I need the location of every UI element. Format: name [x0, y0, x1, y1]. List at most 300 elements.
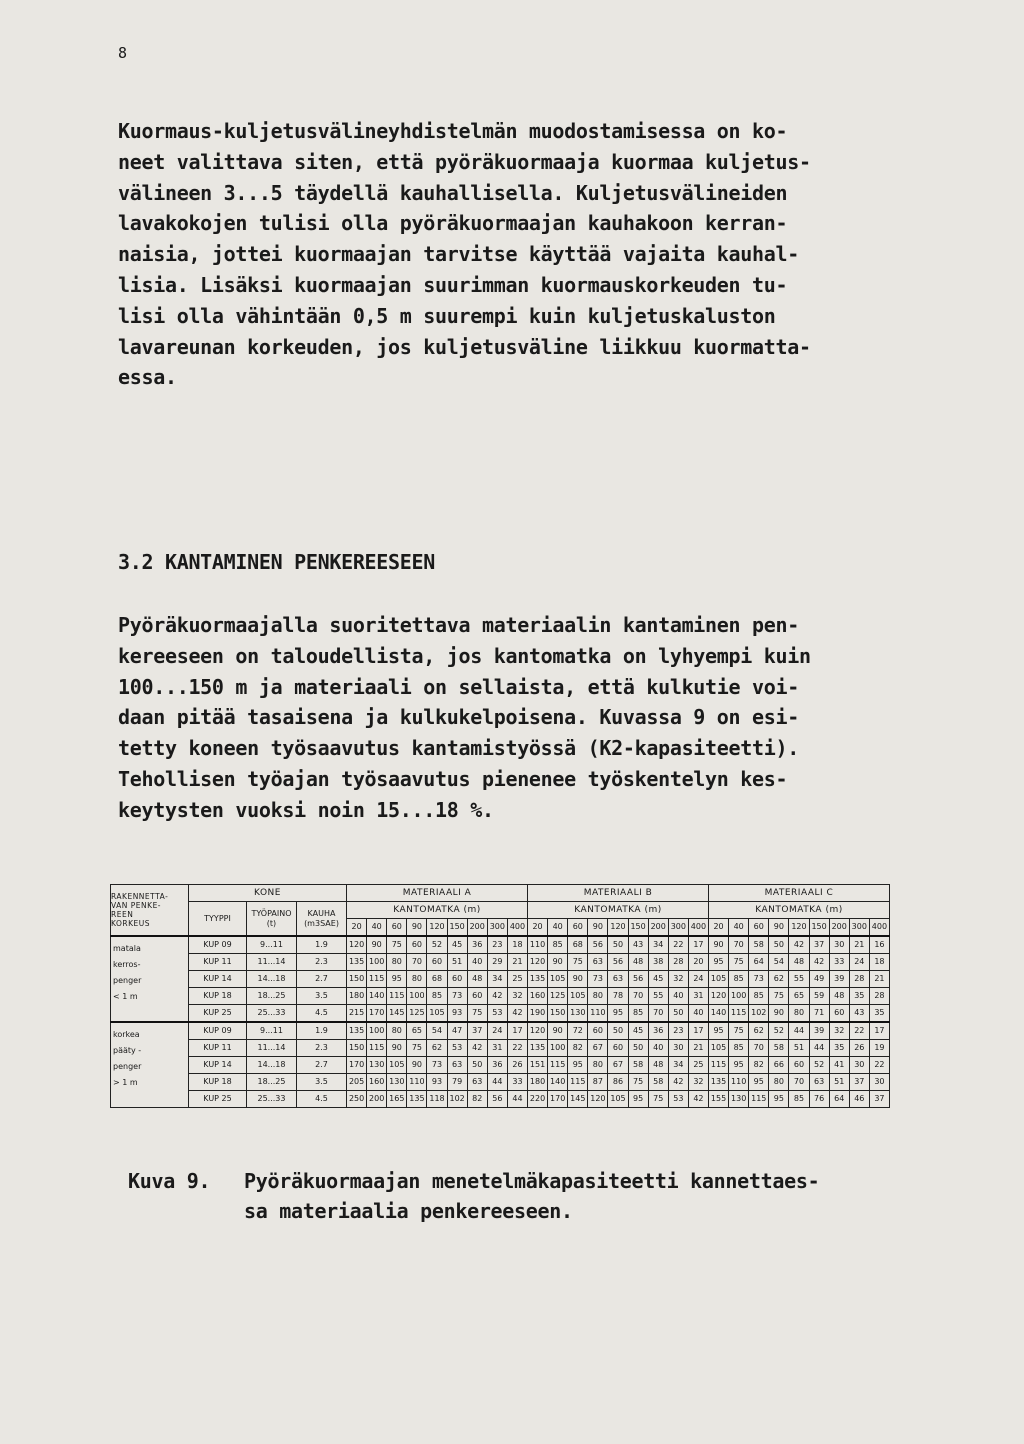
capacity-cell-c: 70: [749, 1040, 769, 1057]
distance-header-cell: 120: [427, 919, 447, 937]
capacity-cell-c: 63: [809, 1074, 829, 1091]
capacity-cell-c: 35: [849, 988, 869, 1005]
capacity-cell-a: 140: [367, 988, 387, 1005]
distance-header-cell: 60: [387, 919, 407, 937]
capacity-cell-c: 85: [729, 971, 749, 988]
capacity-cell-b: 85: [548, 936, 568, 954]
distance-header-cell: 90: [588, 919, 608, 937]
capacity-cell-b: 90: [548, 954, 568, 971]
text-line: Kuormaus-kuljetusvälineyhdistelmän muodostamisessa on ko-: [118, 119, 788, 143]
capacity-cell-b: 45: [628, 1022, 648, 1040]
machine-paino-cell: 11...14: [247, 1040, 297, 1057]
machine-tyyppi-cell: KUP 09: [189, 936, 247, 954]
capacity-cell-a: 145: [387, 1005, 407, 1023]
capacity-cell-a: 130: [387, 1074, 407, 1091]
capacity-cell-b: 110: [588, 1005, 608, 1023]
capacity-cell-c: 33: [829, 954, 849, 971]
page-number: 8: [118, 44, 128, 62]
capacity-cell-b: 150: [548, 1005, 568, 1023]
machine-paino-cell: 9...11: [247, 936, 297, 954]
capacity-cell-b: 45: [648, 971, 668, 988]
capacity-cell-b: 72: [568, 1022, 588, 1040]
capacity-cell-b: 95: [608, 1005, 628, 1023]
capacity-cell-c: 75: [729, 1022, 749, 1040]
capacity-cell-c: 80: [769, 1074, 789, 1091]
capacity-cell-b: 78: [608, 988, 628, 1005]
capacity-cell-a: 160: [367, 1074, 387, 1091]
capacity-cell-c: 82: [749, 1057, 769, 1074]
capacity-cell-b: 87: [588, 1074, 608, 1091]
capacity-cell-a: 118: [427, 1091, 447, 1108]
capacity-cell-c: 32: [829, 1022, 849, 1040]
capacity-cell-b: 75: [628, 1074, 648, 1091]
machine-tyyppi-cell: KUP 25: [189, 1005, 247, 1023]
capacity-cell-c: 58: [769, 1040, 789, 1057]
machine-kauha-cell: 2.3: [297, 1040, 347, 1057]
distance-header-cell: 400: [507, 919, 527, 937]
capacity-cell-c: 62: [769, 971, 789, 988]
capacity-cell-b: 23: [668, 1022, 688, 1040]
capacity-cell-c: 100: [729, 988, 749, 1005]
capacity-cell-b: 42: [688, 1091, 708, 1108]
capacity-cell-c: 48: [829, 988, 849, 1005]
capacity-cell-c: 21: [869, 971, 889, 988]
capacity-cell-c: 30: [829, 936, 849, 954]
machine-paino-cell: 25...33: [247, 1091, 297, 1108]
capacity-cell-a: 50: [467, 1057, 487, 1074]
capacity-cell-a: 73: [447, 988, 467, 1005]
capacity-cell-c: 46: [849, 1091, 869, 1108]
capacity-cell-a: 22: [507, 1040, 527, 1057]
capacity-cell-c: 51: [829, 1074, 849, 1091]
capacity-cell-a: 24: [487, 1022, 507, 1040]
capacity-cell-c: 70: [729, 936, 749, 954]
distance-header-cell: 200: [648, 919, 668, 937]
machine-kauha-cell: 2.7: [297, 1057, 347, 1074]
capacity-cell-c: 85: [789, 1091, 809, 1108]
capacity-cell-a: 44: [487, 1074, 507, 1091]
machine-kauha-cell: 4.5: [297, 1091, 347, 1108]
capacity-cell-b: 24: [688, 971, 708, 988]
distance-header-cell: 300: [849, 919, 869, 937]
capacity-cell-b: 125: [548, 988, 568, 1005]
machine-paino-cell: 25...33: [247, 1005, 297, 1023]
capacity-cell-b: 38: [648, 954, 668, 971]
capacity-cell-c: 22: [849, 1022, 869, 1040]
capacity-cell-b: 68: [568, 936, 588, 954]
capacity-cell-a: 75: [387, 936, 407, 954]
text-line: lisi olla vähintään 0,5 m suurempi kuin kuljetuskaluston: [118, 303, 776, 328]
machine-kauha-cell: 1.9: [297, 936, 347, 954]
capacity-cell-b: 67: [588, 1040, 608, 1057]
capacity-cell-b: 22: [668, 936, 688, 954]
header-distance-b: KANTOMATKA (m): [528, 902, 709, 919]
machine-kauha-cell: 2.3: [297, 954, 347, 971]
capacity-cell-c: 75: [729, 954, 749, 971]
capacity-cell-a: 82: [467, 1091, 487, 1108]
capacity-cell-c: 130: [729, 1091, 749, 1108]
group-label: korkea pääty - penger > 1 m: [111, 1022, 189, 1108]
header-material-c: MATERIAALI C: [709, 885, 890, 902]
capacity-cell-c: 30: [869, 1074, 889, 1091]
capacity-cell-c: 50: [769, 936, 789, 954]
capacity-cell-a: 54: [427, 1022, 447, 1040]
capacity-table-wrapper: [110, 884, 890, 1108]
distance-header-cell: 300: [487, 919, 507, 937]
capacity-cell-a: 75: [407, 1040, 427, 1057]
capacity-cell-a: 29: [487, 954, 507, 971]
capacity-cell-c: 51: [789, 1040, 809, 1057]
table-body: [111, 936, 890, 1108]
capacity-cell-b: 95: [568, 1057, 588, 1074]
machine-tyyppi-cell: KUP 18: [189, 1074, 247, 1091]
capacity-cell-c: 41: [829, 1057, 849, 1074]
capacity-cell-a: 36: [487, 1057, 507, 1074]
capacity-cell-b: 48: [648, 1057, 668, 1074]
machine-paino-cell: 9...11: [247, 1022, 297, 1040]
capacity-cell-b: 70: [628, 988, 648, 1005]
machine-kauha-cell: 2.7: [297, 971, 347, 988]
header-structure-height: RAKENNETTA- VAN PENKE- REEN KORKEUS: [111, 885, 189, 937]
machine-tyyppi-cell: KUP 25: [189, 1091, 247, 1108]
text-line: lavakokojen tulisi olla pyöräkuormaajan kauhakoon kerran-: [118, 211, 788, 236]
capacity-cell-a: 80: [387, 954, 407, 971]
machine-kauha-cell: 3.5: [297, 1074, 347, 1091]
capacity-cell-a: 31: [487, 1040, 507, 1057]
table-header-row-1: [111, 885, 890, 902]
capacity-cell-b: 25: [688, 1057, 708, 1074]
capacity-cell-b: 58: [648, 1074, 668, 1091]
capacity-cell-a: 52: [427, 936, 447, 954]
capacity-cell-b: 63: [588, 954, 608, 971]
text-line: daan pitää tasaisena ja kulkukelpoisena. Kuvassa 9 on esi-: [118, 705, 799, 730]
capacity-cell-a: 42: [487, 988, 507, 1005]
capacity-cell-a: 60: [447, 971, 467, 988]
text-line: lisia. Lisäksi kuormaajan suurimman kuormauskorkeuden tu-: [118, 272, 788, 297]
capacity-cell-c: 110: [729, 1074, 749, 1091]
capacity-cell-b: 17: [688, 936, 708, 954]
capacity-cell-c: 35: [869, 1005, 889, 1023]
capacity-cell-a: 100: [407, 988, 427, 1005]
distance-header-cell: 60: [568, 919, 588, 937]
capacity-cell-a: 215: [347, 1005, 367, 1023]
capacity-cell-b: 115: [568, 1074, 588, 1091]
capacity-cell-b: 42: [668, 1074, 688, 1091]
capacity-cell-b: 50: [608, 1022, 628, 1040]
distance-header-cell: 150: [628, 919, 648, 937]
capacity-cell-a: 80: [407, 971, 427, 988]
capacity-cell-b: 151: [528, 1057, 548, 1074]
capacity-cell-b: 90: [568, 971, 588, 988]
machine-tyyppi-cell: KUP 11: [189, 954, 247, 971]
capacity-cell-a: 75: [467, 1005, 487, 1023]
capacity-cell-c: 28: [869, 988, 889, 1005]
capacity-cell-a: 135: [347, 954, 367, 971]
capacity-cell-b: 56: [628, 971, 648, 988]
machine-tyyppi-cell: KUP 11: [189, 1040, 247, 1057]
capacity-cell-b: 105: [548, 971, 568, 988]
machine-tyyppi-cell: KUP 14: [189, 1057, 247, 1074]
capacity-cell-c: 39: [809, 1022, 829, 1040]
capacity-cell-a: 120: [347, 936, 367, 954]
capacity-cell-b: 40: [668, 988, 688, 1005]
capacity-cell-b: 60: [608, 1040, 628, 1057]
capacity-cell-b: 50: [608, 936, 628, 954]
machine-paino-cell: 11...14: [247, 954, 297, 971]
capacity-cell-a: 70: [407, 954, 427, 971]
capacity-cell-b: 56: [588, 936, 608, 954]
capacity-cell-c: 80: [789, 1005, 809, 1023]
capacity-cell-b: 32: [688, 1074, 708, 1091]
capacity-cell-c: 42: [809, 954, 829, 971]
capacity-cell-c: 105: [709, 971, 729, 988]
capacity-cell-c: 85: [749, 988, 769, 1005]
capacity-cell-a: 42: [507, 1005, 527, 1023]
capacity-cell-a: 62: [427, 1040, 447, 1057]
capacity-cell-a: 48: [467, 971, 487, 988]
capacity-cell-a: 18: [507, 936, 527, 954]
capacity-cell-b: 120: [528, 1022, 548, 1040]
capacity-cell-a: 135: [347, 1022, 367, 1040]
distance-header-cell: 300: [668, 919, 688, 937]
capacity-cell-b: 43: [628, 936, 648, 954]
capacity-cell-c: 105: [709, 1040, 729, 1057]
capacity-cell-a: 150: [347, 1040, 367, 1057]
capacity-cell-c: 54: [769, 954, 789, 971]
capacity-cell-c: 95: [769, 1091, 789, 1108]
capacity-cell-b: 82: [568, 1040, 588, 1057]
capacity-cell-b: 170: [548, 1091, 568, 1108]
header-bucket: KAUHA (m3SAE): [297, 902, 347, 937]
capacity-cell-c: 48: [789, 954, 809, 971]
capacity-cell-c: 85: [729, 1040, 749, 1057]
capacity-cell-c: 21: [849, 936, 869, 954]
capacity-cell-a: 25: [507, 971, 527, 988]
capacity-cell-c: 90: [769, 1005, 789, 1023]
capacity-cell-b: 135: [528, 1040, 548, 1057]
capacity-cell-c: 71: [809, 1005, 829, 1023]
capacity-cell-b: 145: [568, 1091, 588, 1108]
capacity-cell-a: 135: [407, 1091, 427, 1108]
capacity-cell-a: 26: [507, 1057, 527, 1074]
distance-header-cell: 40: [729, 919, 749, 937]
capacity-cell-a: 80: [387, 1022, 407, 1040]
machine-paino-cell: 14...18: [247, 1057, 297, 1074]
capacity-cell-a: 115: [367, 971, 387, 988]
capacity-cell-b: 28: [668, 954, 688, 971]
capacity-cell-c: 102: [749, 1005, 769, 1023]
capacity-cell-a: 85: [427, 988, 447, 1005]
capacity-cell-a: 93: [427, 1074, 447, 1091]
capacity-cell-c: 135: [709, 1074, 729, 1091]
capacity-cell-c: 39: [829, 971, 849, 988]
capacity-cell-a: 205: [347, 1074, 367, 1091]
capacity-cell-b: 180: [528, 1074, 548, 1091]
text-line: lavareunan korkeuden, jos kuljetusväline liikkuu kuormatta-: [118, 334, 811, 359]
capacity-cell-c: 52: [769, 1022, 789, 1040]
capacity-cell-b: 53: [668, 1091, 688, 1108]
text-line: naisia, jottei kuormaajan tarvitse käyttää vajaita kauhal-: [118, 242, 799, 267]
table-row: [111, 1022, 890, 1040]
capacity-cell-b: 63: [608, 971, 628, 988]
capacity-cell-c: 90: [709, 936, 729, 954]
capacity-cell-c: 155: [709, 1091, 729, 1108]
capacity-cell-c: 17: [869, 1022, 889, 1040]
capacity-cell-a: 170: [347, 1057, 367, 1074]
capacity-cell-c: 24: [849, 954, 869, 971]
header-type: TYYPPI: [189, 902, 247, 937]
capacity-cell-a: 44: [507, 1091, 527, 1108]
distance-header-cell: 20: [528, 919, 548, 937]
distance-header-cell: 200: [829, 919, 849, 937]
capacity-cell-a: 150: [347, 971, 367, 988]
capacity-cell-b: 31: [688, 988, 708, 1005]
text-line: tetty koneen työsaavutus kantamistyössä (K2-kapasiteetti).: [118, 736, 799, 761]
capacity-cell-b: 95: [628, 1091, 648, 1108]
machine-tyyppi-cell: KUP 14: [189, 971, 247, 988]
capacity-cell-c: 22: [869, 1057, 889, 1074]
capacity-cell-c: 62: [749, 1022, 769, 1040]
capacity-cell-a: 34: [487, 971, 507, 988]
capacity-cell-c: 30: [849, 1057, 869, 1074]
distance-header-cell: 90: [769, 919, 789, 937]
capacity-cell-b: 75: [648, 1091, 668, 1108]
table-row: [111, 971, 890, 988]
capacity-cell-c: 44: [809, 1040, 829, 1057]
capacity-cell-c: 28: [849, 971, 869, 988]
capacity-cell-a: 105: [427, 1005, 447, 1023]
capacity-cell-b: 220: [528, 1091, 548, 1108]
capacity-cell-c: 58: [749, 936, 769, 954]
capacity-cell-b: 80: [588, 988, 608, 1005]
capacity-cell-b: 58: [628, 1057, 648, 1074]
machine-paino-cell: 14...18: [247, 971, 297, 988]
capacity-cell-a: 100: [367, 954, 387, 971]
machine-tyyppi-cell: KUP 18: [189, 988, 247, 1005]
capacity-cell-a: 60: [467, 988, 487, 1005]
capacity-cell-a: 47: [447, 1022, 467, 1040]
capacity-cell-c: 55: [789, 971, 809, 988]
capacity-cell-c: 49: [809, 971, 829, 988]
capacity-cell-a: 90: [367, 936, 387, 954]
capacity-cell-c: 64: [749, 954, 769, 971]
capacity-cell-a: 37: [467, 1022, 487, 1040]
capacity-cell-b: 34: [668, 1057, 688, 1074]
capacity-cell-c: 44: [789, 1022, 809, 1040]
capacity-cell-c: 95: [749, 1074, 769, 1091]
capacity-cell-b: 75: [568, 954, 588, 971]
capacity-cell-a: 93: [447, 1005, 467, 1023]
capacity-cell-b: 160: [528, 988, 548, 1005]
capacity-cell-c: 75: [769, 988, 789, 1005]
text-line: Tehollisen työajan työsaavutus pienenee työskentelyn kes-: [118, 766, 788, 791]
capacity-cell-a: 130: [367, 1057, 387, 1074]
capacity-cell-c: 35: [829, 1040, 849, 1057]
capacity-cell-a: 115: [387, 988, 407, 1005]
capacity-cell-a: 250: [347, 1091, 367, 1108]
capacity-cell-a: 63: [447, 1057, 467, 1074]
capacity-cell-b: 110: [528, 936, 548, 954]
machine-kauha-cell: 1.9: [297, 1022, 347, 1040]
machine-kauha-cell: 4.5: [297, 1005, 347, 1023]
section-heading: 3.2 KANTAMINEN PENKEREESEEN: [118, 550, 436, 574]
distance-header-cell: 40: [367, 919, 387, 937]
capacity-cell-a: 42: [467, 1040, 487, 1057]
capacity-cell-b: 190: [528, 1005, 548, 1023]
capacity-cell-b: 86: [608, 1074, 628, 1091]
capacity-cell-a: 73: [427, 1057, 447, 1074]
capacity-cell-a: 60: [407, 936, 427, 954]
capacity-cell-a: 200: [367, 1091, 387, 1108]
capacity-cell-b: 140: [548, 1074, 568, 1091]
distance-header-cell: 150: [447, 919, 467, 937]
capacity-cell-c: 70: [789, 1074, 809, 1091]
capacity-cell-b: 80: [588, 1057, 608, 1074]
capacity-cell-b: 105: [568, 988, 588, 1005]
capacity-cell-a: 102: [447, 1091, 467, 1108]
capacity-cell-a: 165: [387, 1091, 407, 1108]
capacity-cell-a: 115: [367, 1040, 387, 1057]
capacity-cell-c: 52: [809, 1057, 829, 1074]
capacity-cell-a: 65: [407, 1022, 427, 1040]
capacity-cell-b: 115: [548, 1057, 568, 1074]
capacity-cell-b: 85: [628, 1005, 648, 1023]
capacity-cell-a: 56: [487, 1091, 507, 1108]
capacity-cell-a: 17: [507, 1022, 527, 1040]
distance-header-cell: 40: [548, 919, 568, 937]
capacity-cell-c: 140: [709, 1005, 729, 1023]
capacity-cell-c: 60: [829, 1005, 849, 1023]
capacity-cell-c: 65: [789, 988, 809, 1005]
header-machine: KONE: [189, 885, 347, 902]
capacity-cell-c: 115: [749, 1091, 769, 1108]
capacity-cell-a: 53: [487, 1005, 507, 1023]
figure-caption: [128, 1166, 819, 1226]
distance-header-cell: 150: [809, 919, 829, 937]
machine-kauha-cell: 3.5: [297, 988, 347, 1005]
caption-text: Pyöräkuormaajan menetelmäkapasiteetti kannettaes- sa materiaalia penkereeseen.: [244, 1169, 820, 1223]
distance-header-cell: 120: [789, 919, 809, 937]
table-row: [111, 954, 890, 971]
caption-label: Kuva 9.: [128, 1169, 211, 1193]
paragraph-carrying: [118, 610, 898, 826]
distance-header-cell: 20: [709, 919, 729, 937]
capacity-cell-c: 16: [869, 936, 889, 954]
capacity-cell-b: 40: [648, 1040, 668, 1057]
capacity-cell-c: 76: [809, 1091, 829, 1108]
text-line: Pyöräkuormaajalla suoritettava materiaalin kantaminen pen-: [118, 613, 799, 637]
capacity-cell-a: 60: [427, 954, 447, 971]
capacity-cell-c: 43: [849, 1005, 869, 1023]
distance-header-cell: 60: [749, 919, 769, 937]
capacity-cell-c: 37: [809, 936, 829, 954]
capacity-cell-c: 95: [729, 1057, 749, 1074]
text-line: välineen 3...5 täydellä kauhallisella. Kuljetusvälineiden: [118, 180, 788, 205]
capacity-cell-c: 42: [789, 936, 809, 954]
capacity-cell-c: 18: [869, 954, 889, 971]
capacity-cell-c: 95: [709, 1022, 729, 1040]
capacity-cell-b: 56: [608, 954, 628, 971]
capacity-cell-b: 60: [588, 1022, 608, 1040]
capacity-cell-b: 90: [548, 1022, 568, 1040]
table-row: [111, 1005, 890, 1023]
header-distance-c: KANTOMATKA (m): [709, 902, 890, 919]
capacity-cell-c: 64: [829, 1091, 849, 1108]
capacity-cell-b: 32: [668, 971, 688, 988]
capacity-cell-b: 105: [608, 1091, 628, 1108]
table-row: [111, 1074, 890, 1091]
distance-header-cell: 90: [407, 919, 427, 937]
